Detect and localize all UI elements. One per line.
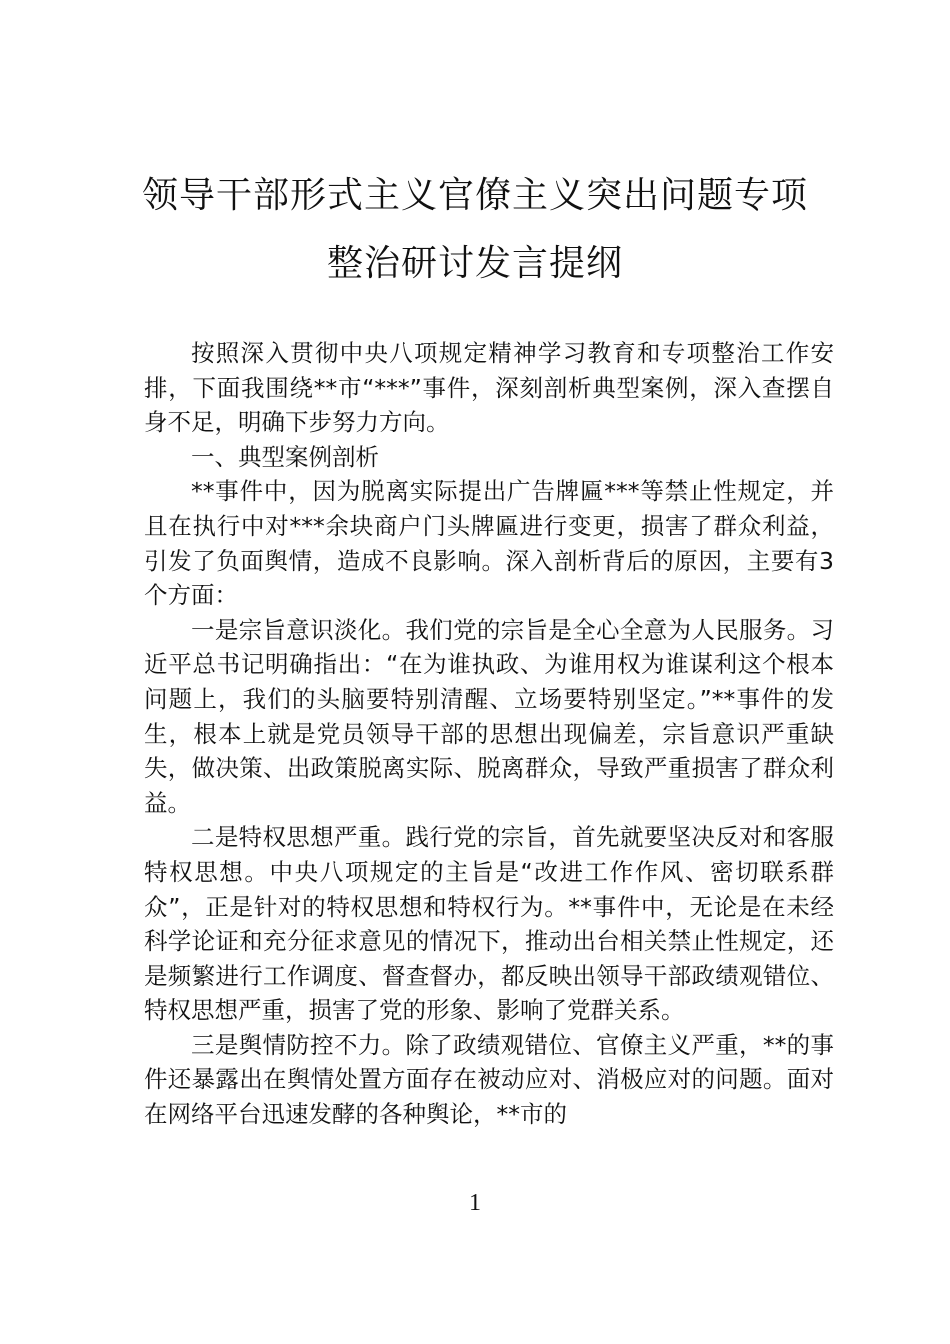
paragraph-intro: 按照深入贯彻中央八项规定精神学习教育和专项整治工作安排，下面我围绕**市“***”事件，深刻剖析典型案例，深入查摆自身不足，明确下步努力方向。 <box>144 339 834 437</box>
paragraph-case: **事件中，因为脱离实际提出广告牌匾***等禁止性规定，并且在执行中对***余块商户门头牌匾进行变更，损害了群众利益，引发了负面舆情，造成不良影响。深入剖析背后的原因，主要有3个方面： <box>144 477 834 610</box>
paragraph-point-3: 三是舆情防控不力。除了政绩观错位、官僚主义严重，**的事件还暴露出在舆情处置方面存在被动应对、消极应对的问题。面对在网络平台迅速发酵的各种舆论，**市的 <box>144 1030 834 1129</box>
section-heading: 一、典型案例剖析 <box>191 442 379 471</box>
paragraph-point-2: 二是特权思想严重。践行党的宗旨，首先就要坚决反对和客服特权思想。中央八项规定的主旨是“改进工作作风、密切联系群众”，正是针对的特权思想和特权行为。**事件中，无论是在未经科学论证和充分征求意见的情况下，推动出台相关禁止性规定，还是频繁进行工作调度、督查督办，都反映出领导干部政绩观错位、特权思想严重，损害了党的形象、影响了党群关系。 <box>144 823 834 1025</box>
document-title-line-1: 领导干部形式主义官僚主义突出问题专项 <box>141 175 808 216</box>
document-body <box>144 336 834 1132</box>
page-number: 1 <box>469 1190 481 1216</box>
paragraph-point-1: 一是宗旨意识淡化。我们党的宗旨是全心全意为人民服务。习近平总书记明确指出：“在为谁执政、为谁用权为谁谋利这个根本问题上，我们的头脑要特别清醒、立场要特别坚定。”**事件的发生，根本上就是党员领导干部的思想出现偏差，宗旨意识严重缺失，做决策、出政策脱离实际、脱离群众，导致严重损害了群众利益。 <box>144 615 834 817</box>
document-title-line-2: 整治研讨发言提纲 <box>326 243 623 284</box>
